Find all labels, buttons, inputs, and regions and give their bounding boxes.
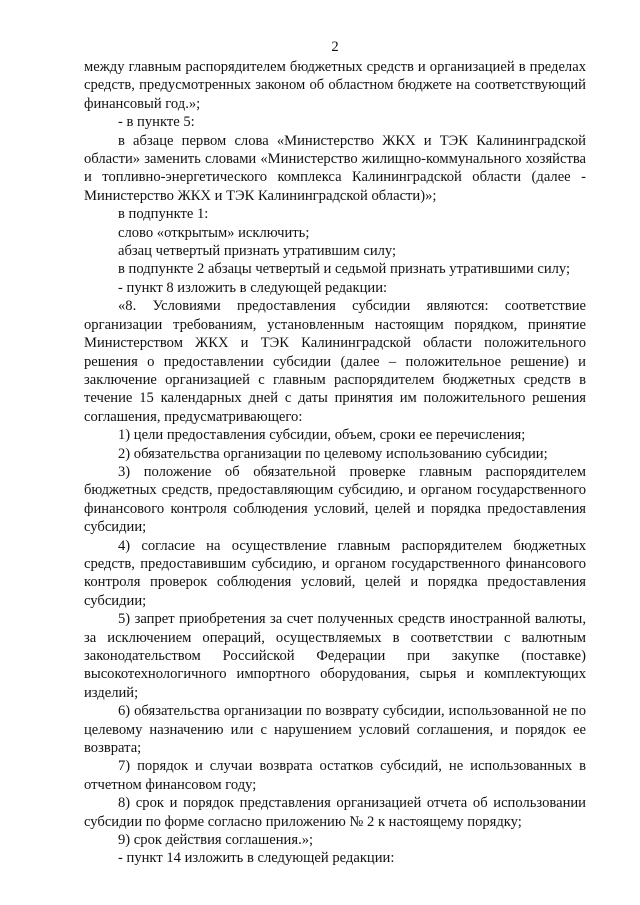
- list-item-4: 4) согласие на осуществление главным распорядителем бюджетных средств, предоставившим субсидию, и органом государственного финансового контроля проверок соблюдения условий, целей и порядка предоставления субсидии;: [84, 537, 586, 609]
- paragraph-subitem-1: в подпункте 1:: [118, 206, 209, 223]
- list-item-2: 2) обязательства организации по целевому использованию субсидии;: [118, 445, 548, 462]
- list-item-8: 8) срок и порядок представления организацией отчета об использовании субсидии по форме согласно приложению № 2 к настоящему порядку;: [84, 795, 586, 830]
- paragraph-item-14-intro: - пункт 14 изложить в следующей редакции:: [118, 850, 395, 867]
- paragraph-item-8-conditions: «8. Условиями предоставления субсидии являются: соответствие организации требованиям, установленным настоящим порядком, принятие Министерством ЖКХ и ТЭК Калининградской области положительного решения о предоставлении субсидии (далее – положительное решение) и заключение организацией с главным распорядителем бюджетных средств в течение 15 календарных дней с даты принятия им положительного решения соглашения, предусматривающего:: [84, 298, 586, 425]
- list-item-5: 5) запрет приобретения за счет полученных средств иностранной валюты, за исключением операций, осуществляемых в соответствии с валютным законодательством Российской Федерации при закупке (поставке) высокотехнологичного импортного оборудования, сырья и комплектующих изделий;: [84, 611, 586, 701]
- list-item-6: 6) обязательства организации по возврату субсидии, использованной не по целевому назначению или с нарушением условий соглашения, и порядок ее возврата;: [84, 703, 586, 757]
- paragraph-subitem-2-void: в подпункте 2 абзацы четвертый и седьмой признать утратившими силу;: [118, 261, 571, 278]
- list-item-1: 1) цели предоставления субсидии, объем, сроки ее перечисления;: [118, 427, 526, 444]
- list-item-7: 7) порядок и случаи возврата остатков субсидий, не использованных в отчетном финансовом году;: [84, 758, 586, 793]
- paragraph-replace-words: в абзаце первом слова «Министерство ЖКХ и ТЭК Калининградской области» заменить словами «Министерство жилищно-коммунального хозяйства и топливно-энергетического комплекса Калининградской области (далее - Министерство ЖКХ и ТЭК Калининградской области)»;: [84, 132, 586, 204]
- paragraph-item-8-intro: - пункт 8 изложить в следующей редакции:: [118, 279, 388, 296]
- list-item-3: 3) положение об обязательной проверке главным распорядителем бюджетных средств, предоставляющим субсидию, и органом государственного финансового контроля соблюдения условий, целей и порядка предоставления субсидии;: [84, 463, 586, 536]
- paragraph-word-exclude: слово «открытым» исключить;: [118, 224, 310, 241]
- list-item-9: 9) срок действия соглашения.»;: [118, 832, 314, 849]
- paragraph-continuation: между главным распорядителем бюджетных средств и организацией в пределах средств, предусмотренных законом об областном бюджете на соответствующий финансовый год.»;: [84, 59, 586, 112]
- page-number: 2: [331, 39, 339, 55]
- paragraph-item-5-intro: - в пункте 5:: [118, 114, 195, 131]
- paragraph-abzac-4-void: абзац четвертый признать утратившим силу;: [118, 243, 397, 260]
